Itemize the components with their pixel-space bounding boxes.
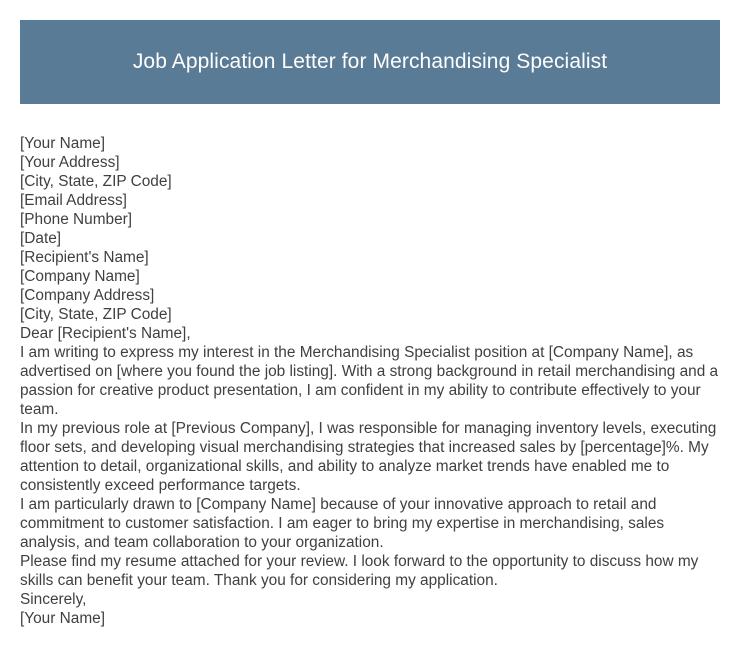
letter-body (20, 134, 724, 628)
paragraph-experience: In my previous role at [Previous Company], I was responsible for managing inventory levels, executing floor sets, and developing visual merchandising strategies that increased sales by [percentage]%. My attention to detail, organizational skills, and ability to analyze market trends have enabled me to consistently exceed performance targets. (20, 420, 717, 494)
page-title: Job Application Letter for Merchandising Specialist (132, 50, 608, 73)
title-banner (20, 20, 720, 104)
sender-address: [Your Address] (20, 154, 120, 171)
signature: [Your Name] (20, 610, 105, 627)
sender-name: [Your Name] (20, 135, 105, 152)
paragraph-closing: Please find my resume attached for your review. I look forward to the opportunity to discuss how my skills can benefit your team. Thank you for considering my application. (20, 553, 699, 589)
sender-phone: [Phone Number] (20, 211, 133, 228)
paragraph-motivation: I am particularly drawn to [Company Name] because of your innovative approach to retail and commitment to customer satisfaction. I am eager to bring my expertise in merchandising, sales analysis, and team collaboration to your organization. (20, 496, 665, 551)
salutation: Dear [Recipient's Name], (20, 325, 191, 342)
paragraph-interest: I am writing to express my interest in the Merchandising Specialist position at [Company Name], as advertised on [where you found the job listing]. With a strong background in retail merchandising and a passion for creative product presentation, I am confident in my ability to contribute effectively to your team. (20, 344, 719, 418)
recipient-city-state-zip: [City, State, ZIP Code] (20, 306, 172, 323)
recipient-company: [Company Name] (20, 268, 140, 285)
sender-city-state-zip: [City, State, ZIP Code] (20, 173, 172, 190)
closing: Sincerely, (20, 591, 87, 608)
sender-email: [Email Address] (20, 192, 127, 209)
letter-date: [Date] (20, 230, 62, 247)
recipient-company-address: [Company Address] (20, 287, 155, 304)
recipient-name: [Recipient's Name] (20, 249, 149, 266)
